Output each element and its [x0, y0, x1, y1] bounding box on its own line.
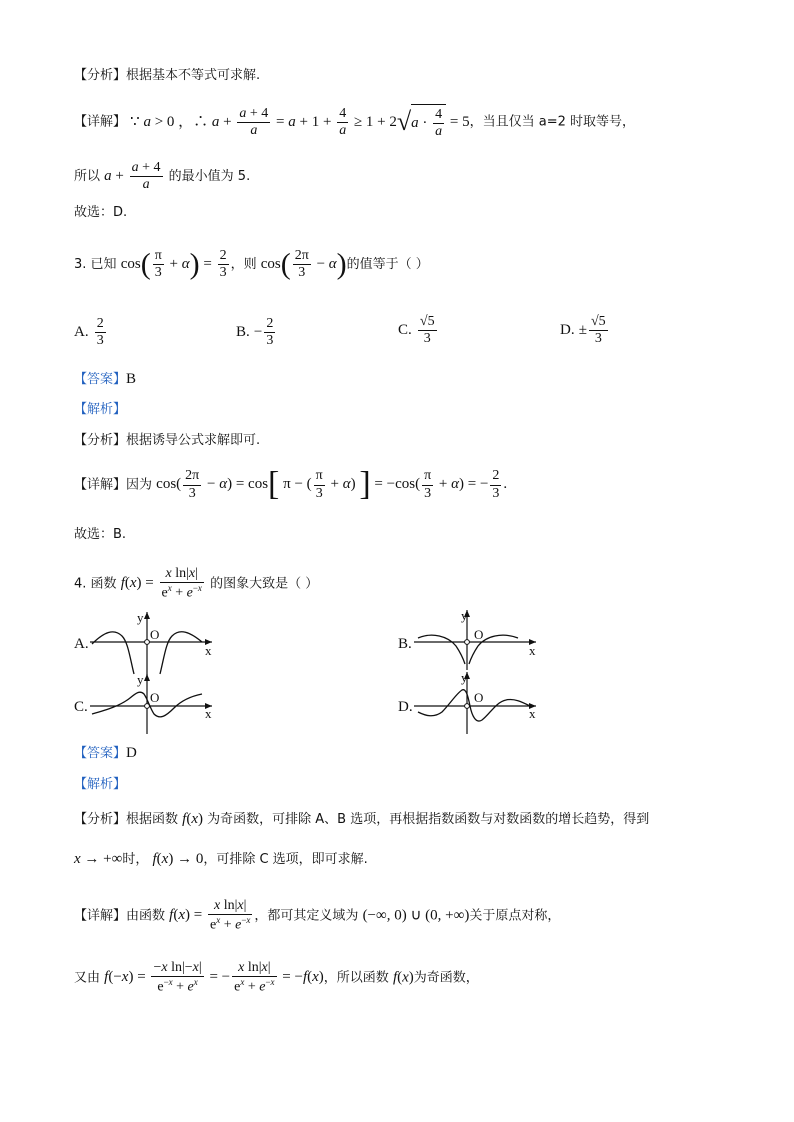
q3-option-a[interactable]: A. $\frac{2}{3}$ [74, 316, 104, 349]
formula-inequality: ∵ a > 0 ，∴ a + $\frac{a + 4}{a}$ = a + 1 + $\frac{4}{a}$ ≥ 1 + 2√a · $\frac{4}{a}$ = 5 [130, 105, 470, 140]
graph-c-origin: O [150, 690, 160, 705]
answer-tag: 【答案】 [74, 746, 127, 761]
graph-d-y-label: y [461, 670, 468, 685]
choice-line-1 [74, 206, 127, 219]
answer-value: D [126, 745, 137, 761]
q4-stem [74, 566, 318, 602]
q3-target: cos( $\frac{2\pi}{3}$ − α) [260, 247, 347, 281]
q4-option-d[interactable]: D. [398, 699, 413, 715]
detail-tail: ，当且仅当 a=2 时取等号， [469, 114, 636, 130]
q4-odd-line: 又由 f(−x) = $\frac{\text{−x ln|−x|}}{e^{-x} + e^x}$ = − $\frac{\text{x ln|x|}}{e^x + e^{-x}}$ = −f(x)，所以函数 f(x)为奇函数， [74, 960, 479, 995]
choice-text: 故选：B. [74, 527, 127, 542]
detail-tag: 【详解】 [74, 908, 127, 924]
q3-stem-tail: 的值等于（ ） [346, 257, 429, 273]
graph-a-x-label: x [205, 643, 212, 658]
q3-stem-mid: ，则 [230, 257, 257, 273]
detail-tag: 【详解】 [74, 477, 127, 493]
analysis-tag: 【分析】 [74, 68, 127, 83]
graph-c-y-label: y [137, 672, 144, 687]
analysis-tag: 【分析】 [74, 812, 127, 827]
q4-function: f(x) = $\frac{\text{x ln|x|}}{e^x + e^{-x}}$ [120, 566, 202, 601]
q3-choice-line [74, 528, 126, 541]
detail-tag: 【详解】 [74, 114, 127, 130]
graph-a-y-label: y [137, 610, 144, 625]
q3-solution-line [74, 403, 126, 416]
graph-a-origin: O [150, 627, 160, 642]
analysis-text: 根据基本不等式可求解. [126, 68, 261, 83]
choice-text: 故选：D. [74, 205, 128, 220]
line3-prefix: 所以 [74, 169, 101, 185]
q4-option-a[interactable]: A. [74, 636, 89, 652]
q4-stem-prefix: 4. 函数 [74, 576, 117, 592]
q4-solution-line [74, 778, 126, 791]
graph-b-x-label: x [529, 643, 536, 658]
detail-line [74, 104, 635, 140]
q3-detail-line [74, 468, 507, 502]
graph-b-origin: O [474, 627, 484, 642]
q3-option-c[interactable]: C. $\frac{√5}{3}$ [398, 314, 435, 347]
q3-analysis-line [74, 434, 260, 447]
analysis-line [74, 69, 260, 82]
q4-stem-tail: 的图象大致是（ ） [210, 576, 319, 592]
q4-option-b[interactable]: B. [398, 636, 412, 652]
graph-d-x-label: x [529, 706, 536, 721]
graph-d-origin: O [474, 690, 484, 705]
graph-c-x-label: x [205, 706, 212, 721]
graph-b-y-label: y [461, 608, 468, 623]
q3-given: cos( $\frac{\pi}{3}$ + α) = $\frac{2}{3}$ [120, 247, 227, 281]
solution-tag: 【解析】 [74, 402, 127, 417]
q3-option-d[interactable]: D. ± $\frac{√5}{3}$ [560, 314, 606, 347]
answer-tag: 【答案】 [74, 372, 127, 387]
formula-min: a + $\frac{a + 4}{a}$ [104, 160, 161, 193]
q3-stem [74, 248, 429, 281]
q4-answer-line [74, 746, 137, 761]
detail-prefix: 因为 [126, 477, 153, 493]
q4-analysis-line: 【分析】根据函数 f(x) 为奇函数，可排除 A、B 选项，再根据指数函数与对数函数的增长趋势，得到 [74, 811, 650, 827]
conclusion-line [74, 160, 250, 193]
q3-answer-line [74, 372, 136, 387]
answer-value: B [126, 371, 137, 387]
q3-stem-prefix: 3. 已知 [74, 257, 117, 273]
graph-a[interactable] [88, 608, 218, 678]
line3-tail: 的最小值为 5. [168, 169, 251, 185]
analysis-text: 根据诱导公式求解即可. [126, 433, 261, 448]
q3-option-b[interactable]: B. − $\frac{2}{3}$ [236, 316, 274, 349]
q4-analysis-line-2: x → +∞时， f(x) → 0，可排除 C 选项，即可求解. [74, 851, 368, 867]
analysis-tag: 【分析】 [74, 433, 127, 448]
q4-option-c[interactable]: C. [74, 699, 88, 715]
q4-detail-line: 【详解】由函数 f(x) = $\frac{\text{x ln|x|}}{e^x + e^{-x}}$ ，都可其定义域为 (−∞, 0) ∪ (0, +∞)关于原点对称， [74, 898, 561, 933]
solution-tag: 【解析】 [74, 777, 127, 792]
q3-derivation: cos( $\frac{2\pi}{3}$ − α) = cos[ π − ( $\frac{\pi}{3}$ + α) ] = −cos( $\frac{\pi}{3}$ + α) = − $\frac{2}{3}$ . [156, 466, 508, 503]
